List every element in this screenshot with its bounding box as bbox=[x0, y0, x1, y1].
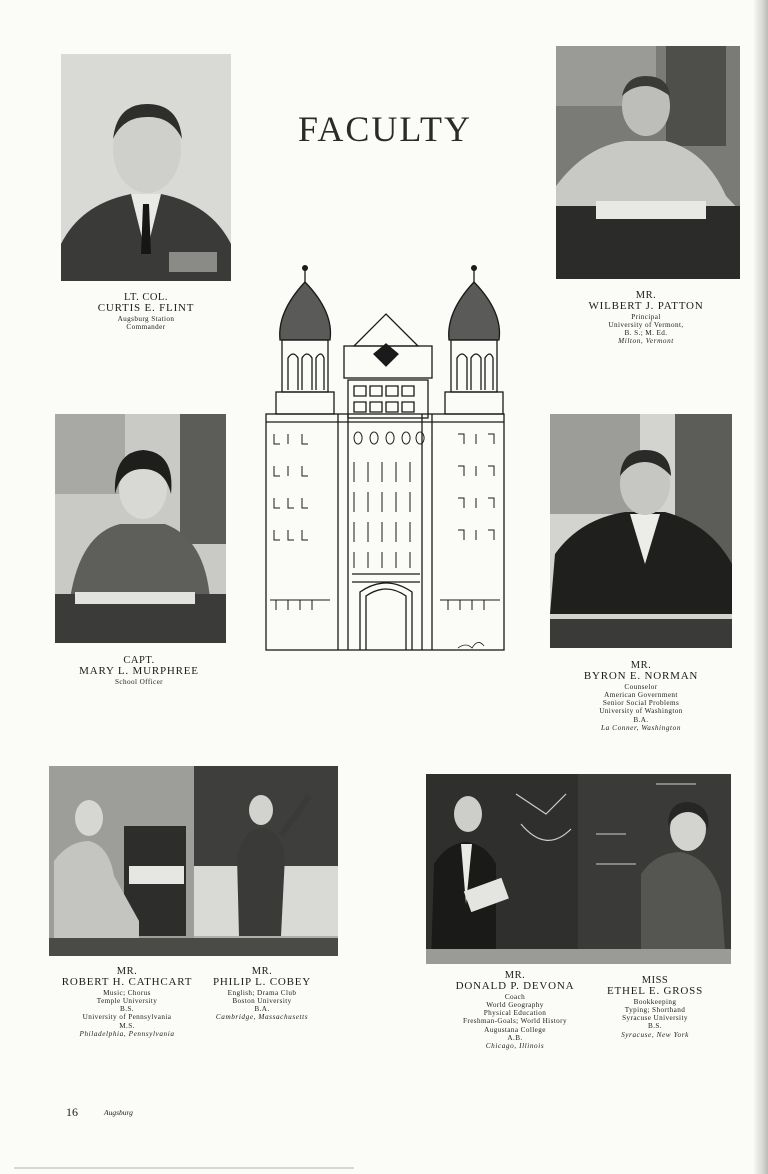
caption-title: LT. COL. bbox=[124, 292, 168, 303]
caption-title: CAPT. bbox=[123, 655, 155, 666]
caption-line: Principal bbox=[631, 312, 661, 321]
page-edge-shadow bbox=[14, 1167, 354, 1169]
page-title: FACULTY bbox=[297, 109, 473, 149]
caption-line: American Government bbox=[604, 690, 678, 699]
caption-line: School Officer bbox=[115, 677, 163, 686]
caption-line: B.A. bbox=[254, 1005, 270, 1014]
caption-line: Syracuse University bbox=[622, 1014, 688, 1023]
page-binding-shadow bbox=[754, 0, 768, 1174]
caption-name: MARY L. MURPHREE bbox=[79, 665, 199, 678]
caption-line: Commander bbox=[126, 322, 166, 331]
footer-yearbook-name: Augsburg bbox=[104, 1108, 133, 1117]
caption-name: ROBERT H. CATHCART bbox=[61, 976, 193, 989]
caption-line: Senior Social Problems bbox=[602, 699, 680, 708]
caption-cathcart bbox=[52, 966, 202, 1039]
caption-devona bbox=[430, 970, 600, 1051]
caption-line: Music; Chorus bbox=[103, 988, 151, 997]
photo-patton bbox=[556, 46, 740, 279]
caption-line: Freshman-Goals; World History bbox=[463, 1017, 567, 1026]
caption-line: Bookkeeping bbox=[633, 997, 677, 1006]
caption-hometown: Cambridge, Massachusetts bbox=[215, 1013, 309, 1022]
caption-line: University of Pennsylvania bbox=[82, 1013, 172, 1022]
caption-line: A.B. bbox=[507, 1033, 523, 1042]
caption-line: Coach bbox=[504, 992, 526, 1001]
caption-title: MISS bbox=[641, 975, 669, 986]
photo-murphree bbox=[55, 414, 226, 643]
caption-name: BYRON E. NORMAN bbox=[583, 670, 699, 683]
caption-hometown: Milton, Vermont bbox=[618, 337, 674, 346]
caption-line: Temple University bbox=[96, 996, 158, 1005]
caption-patton bbox=[552, 290, 740, 346]
caption-cobey bbox=[208, 966, 316, 1022]
caption-line: B.S. bbox=[120, 1005, 134, 1014]
caption-title: MR. bbox=[630, 660, 652, 671]
caption-line: Augsburg Station bbox=[117, 314, 175, 323]
caption-norman bbox=[546, 660, 736, 733]
caption-name: PHILIP L. COBEY bbox=[212, 976, 312, 989]
caption-title: MR. bbox=[504, 970, 526, 981]
caption-hometown: Chicago, Illinois bbox=[485, 1042, 545, 1051]
caption-title: MR. bbox=[116, 966, 138, 977]
caption-name: CURTIS E. FLINT bbox=[97, 302, 195, 315]
caption-line: Boston University bbox=[232, 996, 292, 1005]
caption-murphree bbox=[55, 655, 223, 686]
caption-line: Augustana College bbox=[484, 1025, 546, 1034]
caption-hometown: La Conner, Washington bbox=[600, 723, 682, 732]
caption-line: University of Washington bbox=[599, 707, 683, 716]
caption-gross bbox=[596, 975, 714, 1040]
caption-line: Typing; Shorthand bbox=[624, 1005, 686, 1014]
caption-title: MR. bbox=[635, 290, 657, 301]
caption-line: English; Drama Club bbox=[227, 988, 297, 997]
page-number: 16 bbox=[66, 1105, 78, 1119]
photo-flint bbox=[61, 54, 231, 281]
building-illustration bbox=[262, 262, 508, 656]
caption-flint bbox=[62, 292, 230, 331]
caption-line: Counselor bbox=[624, 682, 658, 691]
caption-hometown: Philadelphia, Pennsylvania bbox=[79, 1029, 175, 1038]
photo-cathcart-cobey bbox=[49, 766, 338, 956]
photo-norman bbox=[550, 414, 732, 648]
caption-line: World Geography bbox=[486, 1000, 544, 1009]
caption-name: ETHEL E. GROSS bbox=[606, 985, 704, 998]
caption-line: B.A. bbox=[633, 715, 649, 724]
photo-devona-gross bbox=[426, 774, 731, 964]
caption-line: Physical Education bbox=[483, 1009, 547, 1018]
caption-title: MR. bbox=[251, 966, 273, 977]
caption-line: B. S.; M. Ed. bbox=[624, 329, 668, 338]
caption-line: M.S. bbox=[119, 1021, 135, 1030]
caption-line: University of Vermont, bbox=[608, 320, 684, 329]
caption-name: WILBERT J. PATTON bbox=[588, 300, 704, 313]
caption-hometown: Syracuse, New York bbox=[621, 1030, 689, 1039]
caption-name: DONALD P. DEVONA bbox=[455, 980, 575, 993]
caption-line: B.S. bbox=[648, 1022, 662, 1031]
